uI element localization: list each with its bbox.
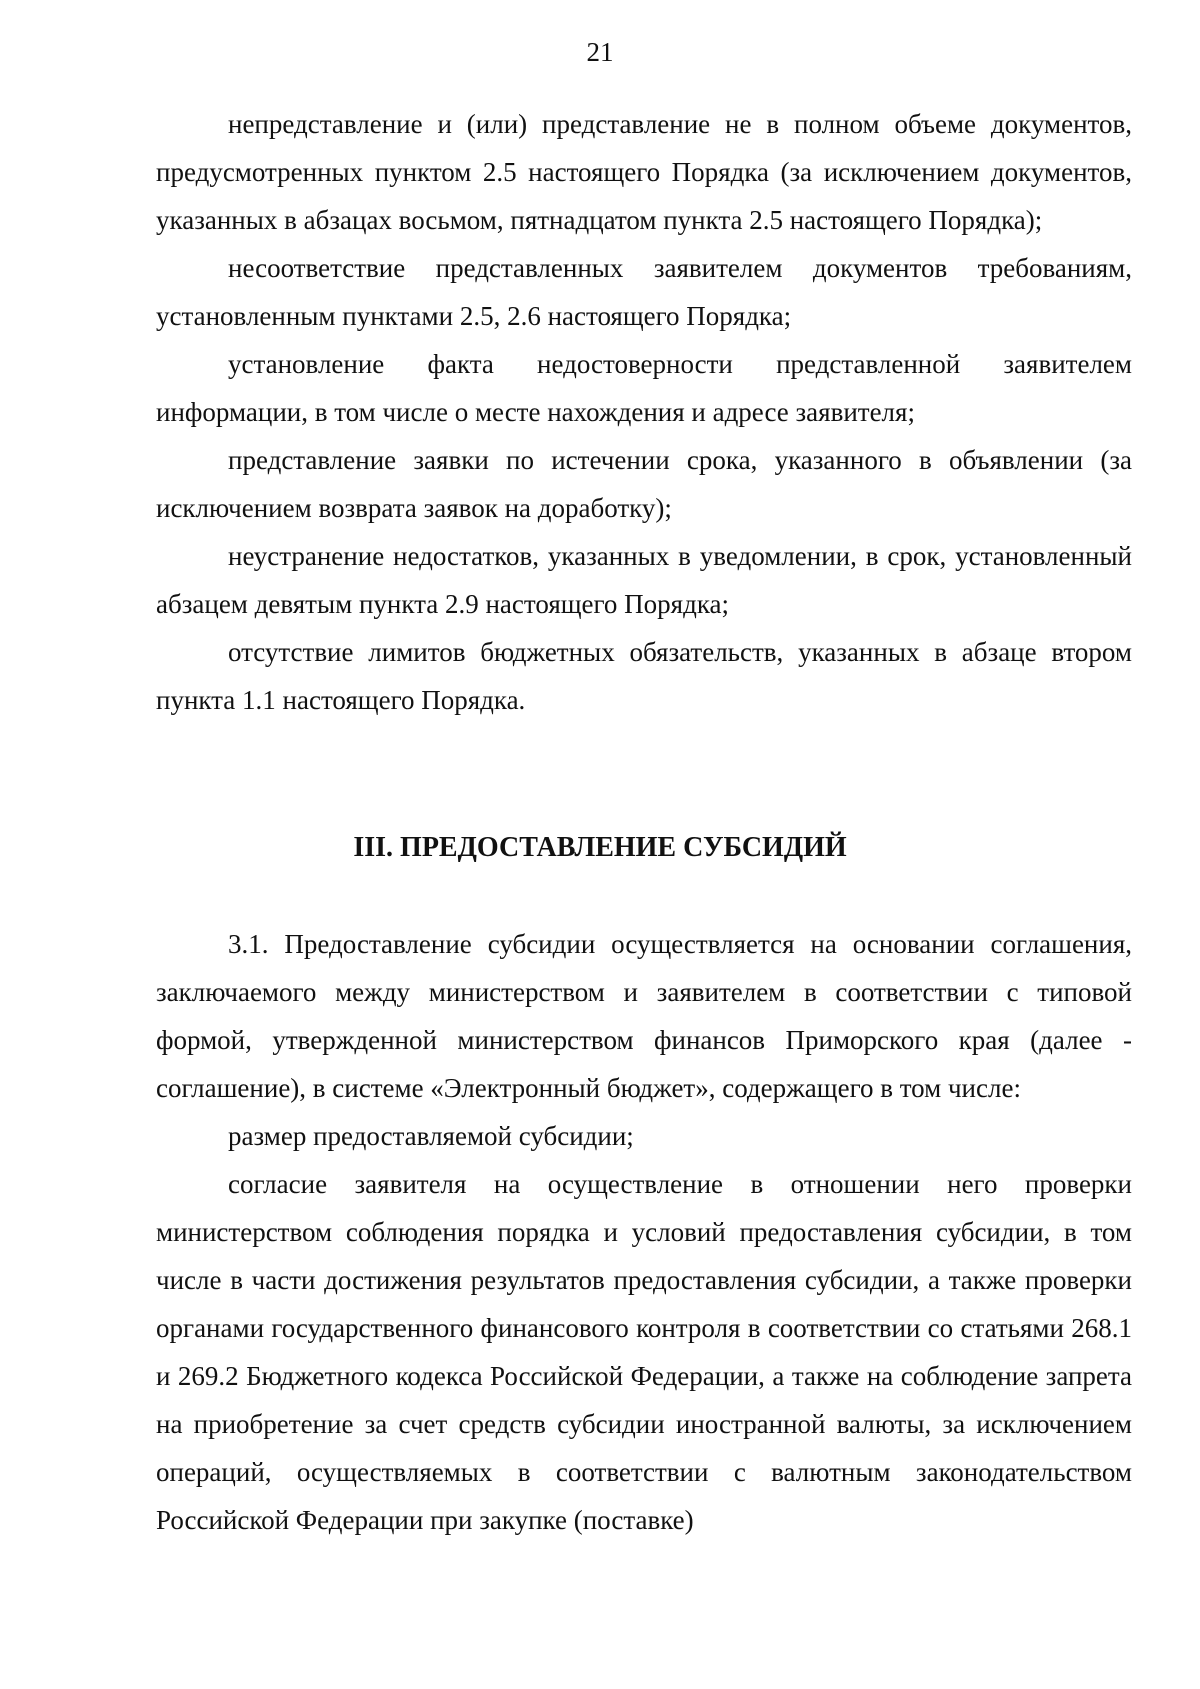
paragraph: непредставление и (или) представление не в полном объеме документов, предусмотренных пунктом 2.5 настоящего Порядка (за исключением документов, указанных в абзацах восьмом, пятнадцатом пункта 2.5 настоящего Порядка); bbox=[156, 109, 1132, 235]
paragraph: несоответствие представленных заявителем документов требованиям, установленным пунктами 2.5, 2.6 настоящего Порядка; bbox=[156, 253, 1132, 331]
paragraphs-after-section bbox=[156, 920, 1132, 1544]
paragraph: неустранение недостатков, указанных в уведомлении, в срок, установленный абзацем девятым пункта 2.9 настоящего Порядка; bbox=[156, 541, 1132, 619]
page-number: 21 bbox=[586, 37, 614, 67]
paragraphs-before-section bbox=[156, 100, 1132, 724]
paragraph: согласие заявителя на осуществление в отношении него проверки министерством соблюдения порядка и условий предоставления субсидии, в том числе в части достижения результатов предоставления субсидии, а также проверки органами государственного финансового контроля в соответствии со статьями 268.1 и 269.2 Бюджетного кодекса Российской Федерации, а также на соблюдение запрета на приобретение за счет средств субсидии иностранной валюты, за исключением операций, осуществляемых в соответствии с валютным законодательством Российской Федерации при закупке (поставке) bbox=[156, 1169, 1132, 1535]
paragraph: отсутствие лимитов бюджетных обязательств, указанных в абзаце втором пункта 1.1 настоящего Порядка. bbox=[156, 637, 1132, 715]
paragraph: 3.1. Предоставление субсидии осуществляется на основании соглашения, заключаемого между министерством и заявителем в соответствии с типовой формой, утвержденной министерством финансов Приморского края (далее - соглашение), в системе «Электронный бюджет», содержащего в том числе: bbox=[156, 929, 1132, 1103]
paragraph: размер предоставляемой субсидии; bbox=[228, 1121, 634, 1151]
paragraph: представление заявки по истечении срока, указанного в объявлении (за исключением возврата заявок на доработку); bbox=[156, 445, 1132, 523]
section-heading: III. ПРЕДОСТАВЛЕНИЕ СУБСИДИЙ bbox=[353, 832, 847, 863]
paragraph: установление факта недостоверности представленной заявителем информации, в том числе о месте нахождения и адресе заявителя; bbox=[156, 349, 1132, 427]
